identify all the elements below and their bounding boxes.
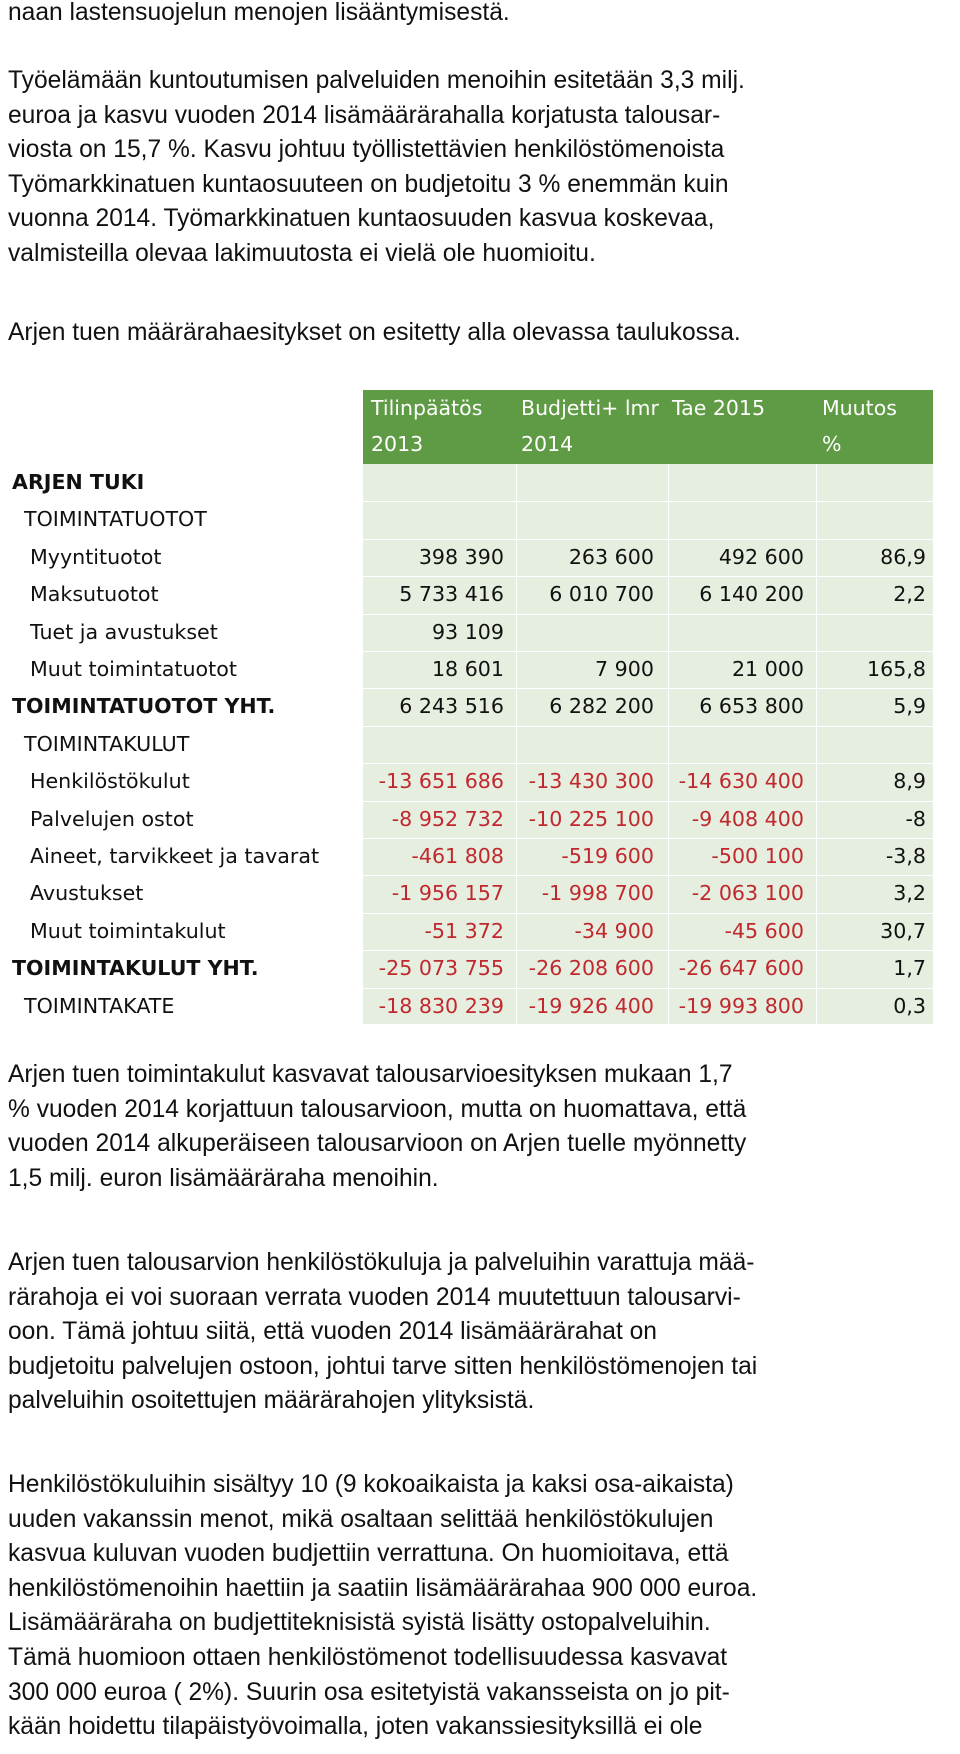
table-cell: 86,9 xyxy=(880,544,926,569)
table-row xyxy=(8,801,933,839)
text-line: Työelämään kuntoutumisen palveluiden menoihin esitetään 3,3 milj. xyxy=(8,67,745,94)
table-row xyxy=(8,576,933,614)
text-line: rärahoja ei voi suoraan verrata vuoden 2014 muutettuun talousarvi- xyxy=(8,1283,741,1311)
row-label: Maksutuotot xyxy=(30,582,159,607)
table-cell: 8,9 xyxy=(893,769,926,794)
text-line: Työmarkkinatuen kuntaosuuteen on budjetoitu 3 % enemmän kuin xyxy=(8,170,729,198)
table-cell: -9 408 400 xyxy=(691,806,804,831)
table-cell: -1 956 157 xyxy=(391,881,504,906)
text-line: 1,5 milj. euron lisämääräraha menoihin. xyxy=(8,1164,439,1192)
paragraph-work-rehab xyxy=(8,64,960,272)
table-cell: 0,3 xyxy=(893,993,926,1018)
paragraph-staff-costs xyxy=(8,1246,960,1419)
table-cell: 6 653 800 xyxy=(699,694,804,719)
header-tilinpaatos-year: 2013 xyxy=(371,432,424,456)
text-line: oon. Tämä johtuu siitä, että vuoden 2014 lisämäärärahat on xyxy=(8,1318,657,1346)
row-label: TOIMINTATUOTOT YHT. xyxy=(12,694,276,719)
row-label: Myyntituotot xyxy=(30,544,162,569)
table-row xyxy=(8,614,933,652)
header-tilinpaatos: Tilinpäätös xyxy=(371,396,483,420)
paragraph-vacancies xyxy=(8,1468,960,1745)
row-label: Muut toimintakulut xyxy=(30,918,226,943)
header-budjetti: Budjetti+ lmr xyxy=(521,396,659,420)
table-cell: 6 243 516 xyxy=(399,694,504,719)
text-line: vuonna 2014. Työmarkkinatuen kuntaosuuden kasvua koskevaa, xyxy=(8,205,715,233)
table-row xyxy=(8,539,933,577)
text-line: vuoden 2014 alkuperäiseen talousarvioon on Arjen tuelle myönnetty xyxy=(8,1130,747,1158)
table-cell: -2 063 100 xyxy=(691,881,804,906)
row-label: TOIMINTATUOTOT xyxy=(24,507,207,532)
text-line: Arjen tuen talousarvion henkilöstökuluja ja palveluihin varattuja mää- xyxy=(8,1249,755,1276)
table-cell: 6 010 700 xyxy=(549,582,654,607)
table-row xyxy=(8,501,933,539)
table-cell: 6 282 200 xyxy=(549,694,654,719)
table-cell: 5,9 xyxy=(893,694,926,719)
text-line: palveluihin osoitettujen määrärahojen ylityksistä. xyxy=(8,1387,535,1415)
row-label: Aineet, tarvikkeet ja tavarat xyxy=(30,844,320,868)
row-label: Avustukset xyxy=(30,881,144,906)
table-cell: -519 600 xyxy=(561,844,654,868)
paragraph-table-intro xyxy=(8,316,960,351)
table-cell: 263 600 xyxy=(568,544,654,569)
row-label: TOIMINTAKULUT YHT. xyxy=(12,956,259,981)
table-cell: -19 926 400 xyxy=(528,993,654,1018)
table-cell: 5 733 416 xyxy=(399,582,504,607)
table-cell: -500 100 xyxy=(711,844,804,868)
table-row xyxy=(8,763,933,801)
text-line: Lisämääräraha on budjettiteknisistä syistä lisätty ostopalveluihin. xyxy=(8,1609,711,1637)
table-cell: -8 xyxy=(905,806,926,831)
table-cell: -1 998 700 xyxy=(541,881,654,906)
row-label: Tuet ja avustukset xyxy=(30,619,218,644)
table-cell: -51 372 xyxy=(424,918,504,943)
table-cell: -14 630 400 xyxy=(678,769,804,794)
text-line: 300 000 euroa ( 2%). Suurin osa esitetyistä vakansseista on jo pit- xyxy=(8,1678,730,1706)
table-cell: 398 390 xyxy=(418,544,504,569)
table-row xyxy=(8,875,933,913)
row-label: ARJEN TUKI xyxy=(12,470,145,494)
table-row xyxy=(8,464,933,502)
table-row xyxy=(8,988,933,1026)
text-line: valmisteilla olevaa lakimuutosta ei vielä ole huomioitu. xyxy=(8,239,596,267)
text-line: Tämä huomioon ottaen henkilöstömenot todellisuudessa kasvavat xyxy=(8,1643,728,1671)
table-cell: -13 430 300 xyxy=(528,769,654,794)
table-row xyxy=(8,726,933,764)
table-cell: 21 000 xyxy=(731,657,804,681)
text-line: budjetoitu palvelujen ostoon, johtui tarve sitten henkilöstömenojen tai xyxy=(8,1352,758,1380)
text-line: Arjen tuen toimintakulut kasvavat talousarvioesityksen mukaan 1,7 xyxy=(8,1061,733,1088)
table-cell: -10 225 100 xyxy=(528,806,654,831)
text-line: % vuoden 2014 korjattuun talousarvioon, mutta on huomattava, että xyxy=(8,1095,747,1123)
table-cell: -19 993 800 xyxy=(678,993,804,1018)
row-label: Muut toimintatuotot xyxy=(30,657,237,681)
table-row xyxy=(8,838,933,876)
header-tae: Tae 2015 xyxy=(672,396,765,420)
table-cell: 6 140 200 xyxy=(699,582,804,607)
table-cell: 2,2 xyxy=(893,582,926,607)
text-line: naan lastensuojelun menojen lisääntymisestä. xyxy=(8,0,510,26)
table-cell: -34 900 xyxy=(574,918,654,943)
table-row xyxy=(8,651,933,689)
table-cell: -26 647 600 xyxy=(678,956,804,981)
row-label: Henkilöstökulut xyxy=(30,769,190,794)
text-line: Arjen tuen määrärahaesitykset on esitetty alla olevassa taulukossa. xyxy=(8,319,741,346)
text-line: Henkilöstökuluihin sisältyy 10 (9 kokoaikaista ja kaksi osa-aikaista) xyxy=(8,1471,734,1498)
budget-table xyxy=(8,388,933,1024)
table-cell: -461 808 xyxy=(411,844,504,868)
table-row xyxy=(8,913,933,951)
table-cell: 492 600 xyxy=(718,544,804,569)
row-label: TOIMINTAKATE xyxy=(24,993,175,1018)
row-label: TOIMINTAKULUT xyxy=(24,731,190,756)
text-line: henkilöstömenoihin haettiin ja saatiin lisämäärärahaa 900 000 euroa. xyxy=(8,1574,758,1602)
row-label: Palvelujen ostot xyxy=(30,806,194,831)
header-muutos-unit: % xyxy=(822,432,842,456)
table-cell: -3,8 xyxy=(885,844,926,868)
table-cell: -25 073 755 xyxy=(378,956,504,981)
table-cell: -26 208 600 xyxy=(528,956,654,981)
table-row xyxy=(8,950,933,988)
table-row xyxy=(8,688,933,726)
table-cell: 3,2 xyxy=(893,881,926,906)
table-cell: -8 952 732 xyxy=(391,806,504,831)
text-line: uuden vakanssin menot, mikä osaltaan selittää henkilöstökulujen xyxy=(8,1505,714,1533)
paragraph-operating-costs xyxy=(8,1058,960,1196)
header-muutos: Muutos xyxy=(822,396,897,420)
text-line: viosta on 15,7 %. Kasvu johtuu työllistettävien henkilöstömenoista xyxy=(8,136,725,164)
table-cell: 30,7 xyxy=(880,918,926,943)
text-line: kään hoidettu tilapäistyövoimalla, joten vakanssiesityksillä ei ole xyxy=(8,1713,703,1741)
table-cell: -18 830 239 xyxy=(378,993,504,1018)
table-cell: 165,8 xyxy=(867,657,926,681)
table-cell: 18 601 xyxy=(431,657,504,681)
text-line: euroa ja kasvu vuoden 2014 lisämäärärahalla korjatusta talousar- xyxy=(8,101,721,129)
table-cell: 7 900 xyxy=(595,657,654,681)
table-cell: 1,7 xyxy=(893,956,926,981)
paragraph-intro-tail xyxy=(8,0,960,31)
header-budjetti-year: 2014 xyxy=(521,432,574,456)
table-cell: 93 109 xyxy=(431,619,504,644)
table-cell: -45 600 xyxy=(724,918,804,943)
text-line: kasvua kuluvan vuoden budjettiin verrattuna. On huomioitava, että xyxy=(8,1540,729,1568)
table-cell: -13 651 686 xyxy=(378,769,504,794)
